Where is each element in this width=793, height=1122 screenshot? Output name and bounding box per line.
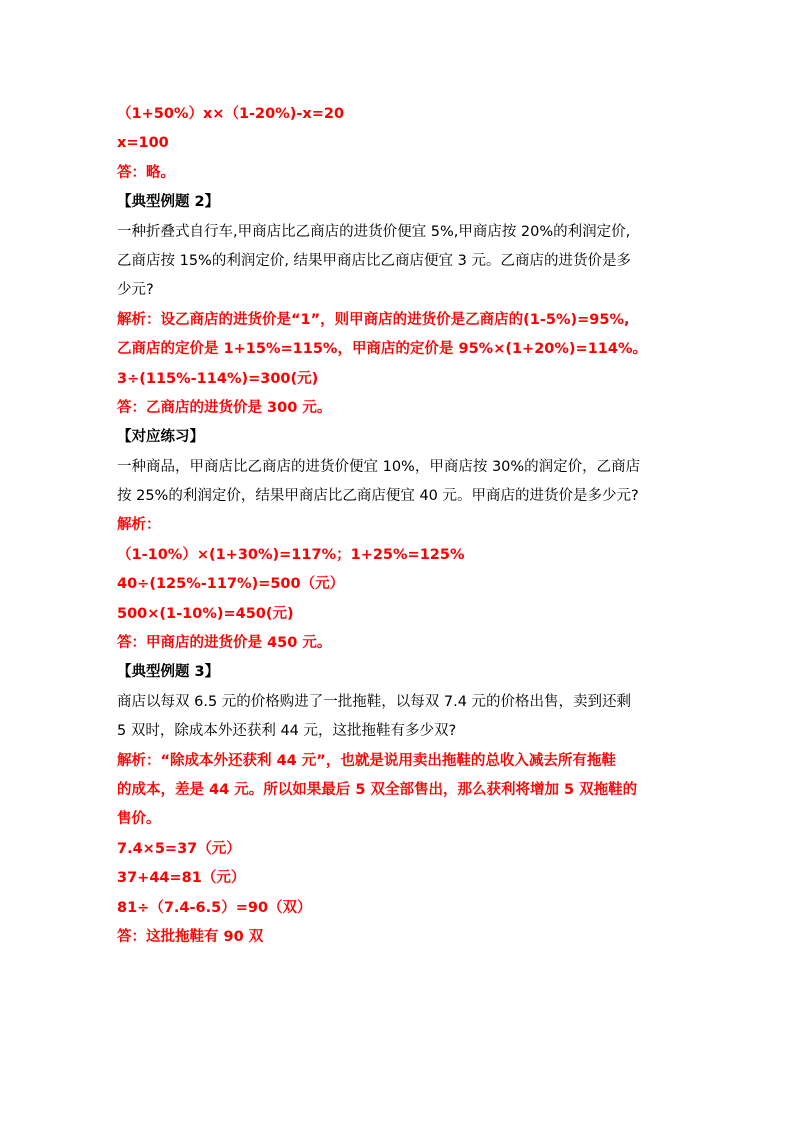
problem-text: 乙商店按 15%的利润定价, 结果甲商店比乙商店便宜 3 元。乙商店的进货价是多 [117,252,631,269]
solution-step: 7.4×5=37（元） [117,840,241,857]
solution-analysis: 解析：设乙商店的进货价是“1”，则甲商店的进货价是乙商店的(1-5%)=95%, [117,311,630,328]
solution-analysis: 售价。 [117,811,161,828]
problem-text: 按 25%的利润定价，结果甲商店比乙商店便宜 40 元。甲商店的进货价是多少元? [117,488,639,505]
section-heading-example-2: 【典型例题 2】 [117,194,220,211]
answer-line: 答：略。 [117,164,175,181]
problem-text: 少元? [117,282,154,299]
answer-line: 答：甲商店的进货价是 450 元。 [117,635,332,652]
problem-text: 一种折叠式自行车,甲商店比乙商店的进货价便宜 5%,甲商店按 20%的利润定价, [117,223,631,240]
solution-step: 40÷(125%-117%)=500（元） [117,576,345,593]
section-heading-practice: 【对应练习】 [117,429,204,446]
answer-line: 答：这批拖鞋有 90 双 [117,928,264,945]
solution-label: 解析： [117,517,161,534]
solution-analysis: 解析：“除成本外还获利 44 元”，也就是说用卖出拖鞋的总收入减去所有拖鞋 [117,752,616,769]
solution-step: 500×(1-10%)=450(元) [117,605,294,622]
document-body [117,100,683,952]
solution-step: 81÷（7.4-6.5）=90（双） [117,899,312,916]
section-heading-example-3: 【典型例题 3】 [117,664,220,681]
solution-step: 37+44=81（元） [117,870,246,887]
solution-step: （1-10%）×(1+30%)=117%；1+25%=125% [117,546,465,563]
equation-result: x=100 [117,135,169,152]
problem-text: 商店以每双 6.5 元的价格购进了一批拖鞋，以每双 7.4 元的价格出售，卖到还剩 [117,693,632,710]
problem-text: 5 双时，除成本外还获利 44 元，这批拖鞋有多少双? [117,723,457,740]
solution-analysis: 的成本，差是 44 元。所以如果最后 5 双全部售出，那么获利将增加 5 双拖鞋的 [117,781,638,798]
solution-step: 3÷(115%-114%)=300(元) [117,370,319,387]
answer-line: 答：乙商店的进货价是 300 元。 [117,399,332,416]
solution-analysis: 乙商店的定价是 1+15%=115%，甲商店的定价是 95%×(1+20%)=114%。 [117,341,647,358]
equation-line: （1+50%）x×（1-20%)-x=20 [117,106,345,122]
problem-text: 一种商品，甲商店比乙商店的进货价便宜 10%，甲商店按 30%的润定价，乙商店 [117,458,641,475]
